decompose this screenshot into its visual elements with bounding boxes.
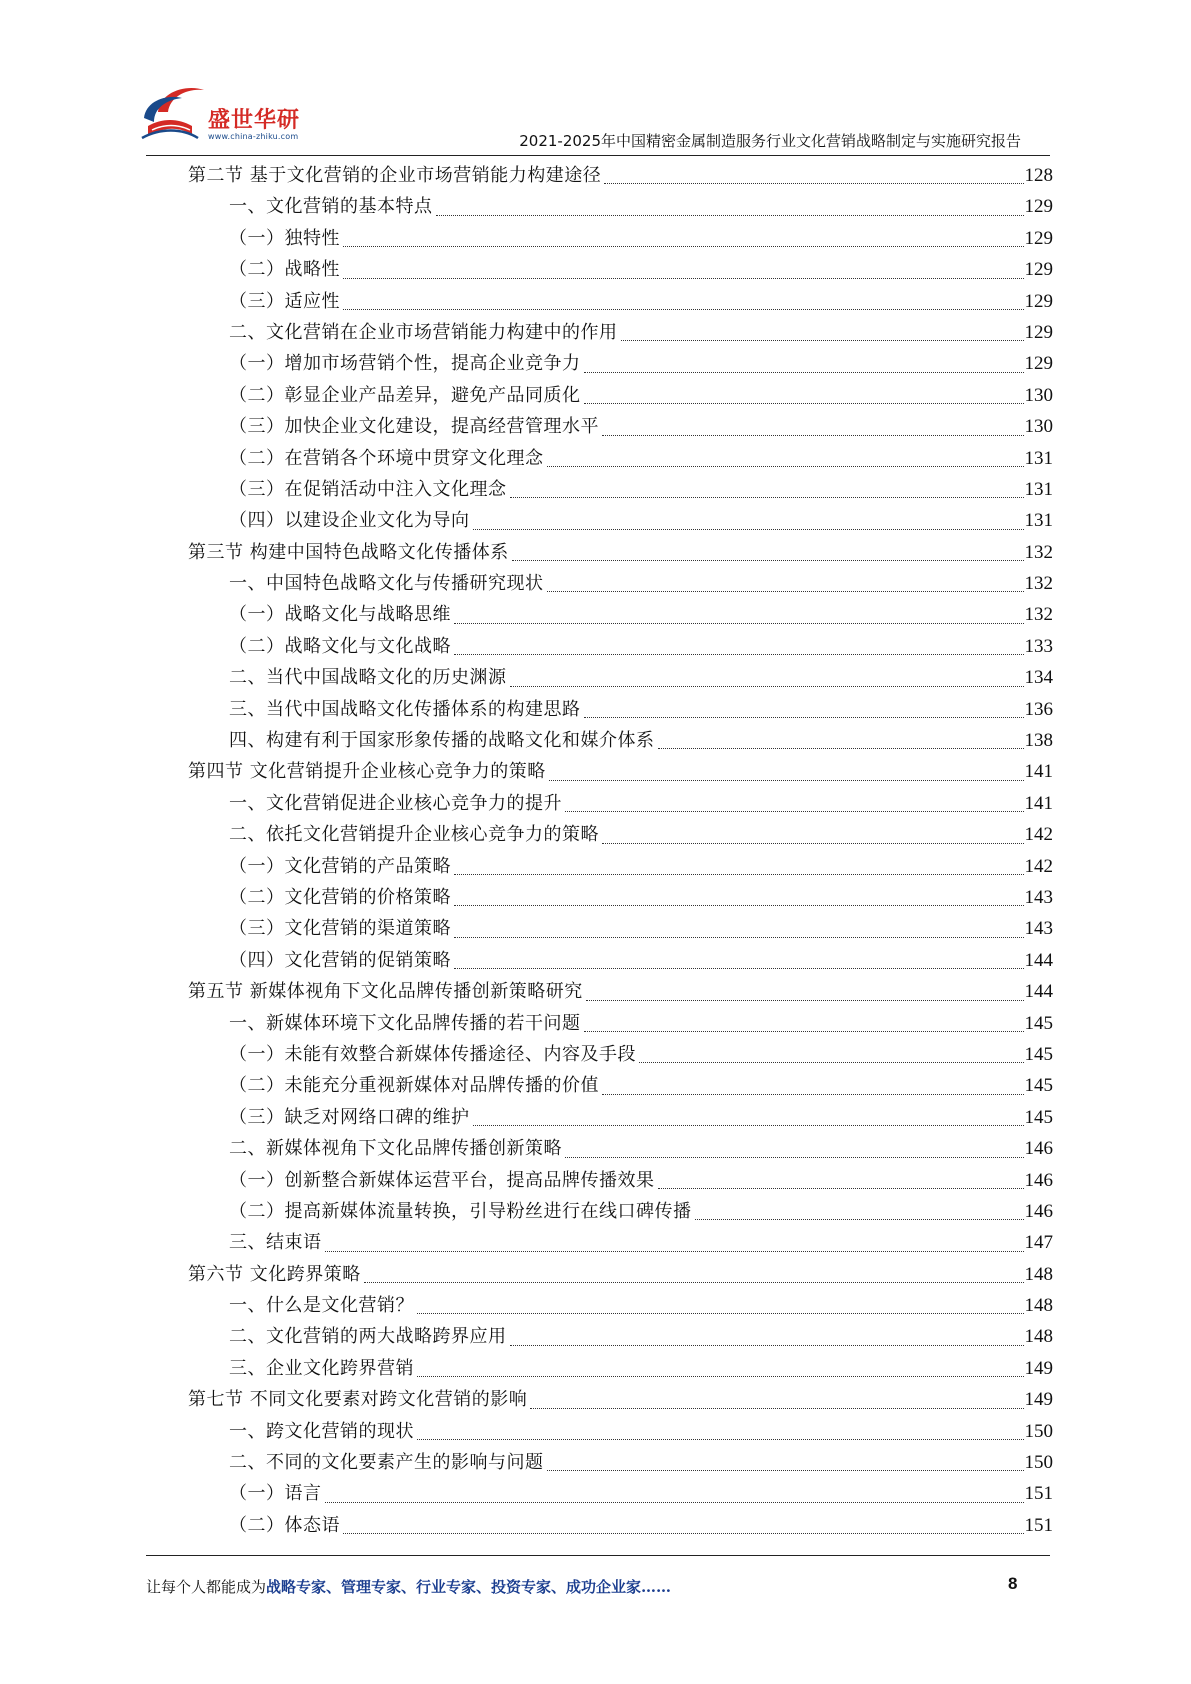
toc-entry[interactable] bbox=[188, 599, 1053, 630]
toc-entry-label: （一）增加市场营销个性，提高企业竞争力 bbox=[229, 353, 581, 375]
toc-entry-label: 二、新媒体视角下文化品牌传播创新策略 bbox=[229, 1138, 562, 1160]
toc-entry-label: 二、依托文化营销提升企业核心竞争力的策略 bbox=[229, 824, 599, 846]
footer-slogan-prefix: 让每个人都能成为 bbox=[146, 1578, 267, 1596]
toc-entry-label: （二）战略性 bbox=[229, 259, 340, 281]
toc-entry-label: （三）加快企业文化建设，提高经营管理水平 bbox=[229, 416, 599, 438]
toc-entry[interactable] bbox=[188, 317, 1053, 348]
toc-entry[interactable] bbox=[188, 411, 1053, 442]
toc-entry[interactable] bbox=[188, 851, 1053, 882]
toc-entry[interactable] bbox=[188, 1290, 1053, 1321]
toc-dot-leader bbox=[364, 1282, 1024, 1283]
toc-entry[interactable] bbox=[188, 1353, 1053, 1384]
toc-entry[interactable] bbox=[188, 945, 1053, 976]
toc-entry-label: （二）体态语 bbox=[229, 1514, 340, 1536]
toc-entry[interactable] bbox=[188, 1447, 1053, 1478]
toc-entry[interactable] bbox=[188, 819, 1053, 850]
toc-entry[interactable] bbox=[188, 756, 1053, 787]
toc-entry-page: 148 bbox=[1024, 1295, 1053, 1317]
toc-dot-leader bbox=[602, 843, 1024, 844]
toc-entry-page: 129 bbox=[1024, 321, 1053, 343]
toc-dot-leader bbox=[604, 183, 1023, 184]
toc-entry[interactable] bbox=[188, 1227, 1053, 1258]
toc-entry-page: 136 bbox=[1024, 698, 1053, 720]
toc-entry-label: （四）以建设企业文化为导向 bbox=[229, 510, 470, 532]
toc-entry-label: （一）语言 bbox=[229, 1483, 322, 1505]
toc-dot-leader bbox=[343, 309, 1024, 310]
toc-entry[interactable] bbox=[188, 694, 1053, 725]
toc-entry-label: 三、当代中国战略文化传播体系的构建思路 bbox=[229, 698, 581, 720]
toc-entry[interactable] bbox=[188, 1039, 1053, 1070]
toc-dot-leader bbox=[510, 1345, 1024, 1346]
toc-dot-leader bbox=[565, 1157, 1024, 1158]
toc-entry-page: 145 bbox=[1024, 1043, 1053, 1065]
toc-entry-page: 131 bbox=[1024, 510, 1053, 532]
toc-entry[interactable] bbox=[188, 1259, 1053, 1290]
toc-entry-label: （一）战略文化与战略思维 bbox=[229, 604, 451, 626]
toc-entry-label: （二）未能充分重视新媒体对品牌传播的价值 bbox=[229, 1075, 599, 1097]
toc-entry[interactable] bbox=[188, 505, 1053, 536]
toc-entry[interactable] bbox=[188, 537, 1053, 568]
toc-entry[interactable] bbox=[188, 348, 1053, 379]
toc-entry-label: 第六节 文化跨界策略 bbox=[188, 1263, 361, 1285]
toc-entry-page: 129 bbox=[1024, 259, 1053, 281]
toc-entry-page: 130 bbox=[1024, 416, 1053, 438]
toc-entry[interactable] bbox=[188, 160, 1053, 191]
toc-entry-label: 二、文化营销在企业市场营销能力构建中的作用 bbox=[229, 321, 618, 343]
toc-entry[interactable] bbox=[188, 1165, 1053, 1196]
toc-entry-label: （三）缺乏对网络口碑的维护 bbox=[229, 1106, 470, 1128]
toc-entry-label: （二）战略文化与文化战略 bbox=[229, 635, 451, 657]
toc-entry[interactable] bbox=[188, 443, 1053, 474]
toc-entry-label: （二）文化营销的价格策略 bbox=[229, 886, 451, 908]
toc-entry[interactable] bbox=[188, 725, 1053, 756]
toc-entry-label: 二、文化营销的两大战略跨界应用 bbox=[229, 1326, 507, 1348]
toc-entry-page: 150 bbox=[1024, 1420, 1053, 1442]
toc-entry-page: 131 bbox=[1024, 447, 1053, 469]
toc-entry[interactable] bbox=[188, 1070, 1053, 1101]
toc-dot-leader bbox=[454, 874, 1024, 875]
toc-dot-leader bbox=[584, 403, 1024, 404]
toc-entry-page: 132 bbox=[1024, 604, 1053, 626]
toc-dot-leader bbox=[530, 1408, 1023, 1409]
toc-dot-leader bbox=[584, 717, 1024, 718]
toc-entry[interactable] bbox=[188, 1478, 1053, 1509]
toc-entry[interactable] bbox=[188, 191, 1053, 222]
toc-entry-label: （二）提高新媒体流量转换，引导粉丝进行在线口碑传播 bbox=[229, 1200, 692, 1222]
toc-entry[interactable] bbox=[188, 380, 1053, 411]
toc-entry-page: 145 bbox=[1024, 1106, 1053, 1128]
toc-entry[interactable] bbox=[188, 1102, 1053, 1133]
toc-dot-leader bbox=[639, 1062, 1024, 1063]
report-title: 2021-2025年中国精密金属制造服务行业文化营销战略制定与实施研究报告 bbox=[519, 132, 1021, 150]
toc-entry-label: （一）独特性 bbox=[229, 227, 340, 249]
toc-entry-label: （二）彰显企业产品差异，避免产品同质化 bbox=[229, 384, 581, 406]
toc-entry-label: （一）文化营销的产品策略 bbox=[229, 855, 451, 877]
toc-entry-page: 132 bbox=[1024, 573, 1053, 595]
toc-entry[interactable] bbox=[188, 223, 1053, 254]
toc-entry-label: （四）文化营销的促销策略 bbox=[229, 949, 451, 971]
toc-entry-label: 二、当代中国战略文化的历史渊源 bbox=[229, 667, 507, 689]
toc-entry-page: 144 bbox=[1024, 949, 1053, 971]
toc-dot-leader bbox=[473, 1125, 1024, 1126]
toc-entry-page: 129 bbox=[1024, 290, 1053, 312]
toc-entry-label: 二、不同的文化要素产生的影响与问题 bbox=[229, 1452, 544, 1474]
toc-entry-page: 142 bbox=[1024, 824, 1053, 846]
toc-entry[interactable] bbox=[188, 286, 1053, 317]
toc-dot-leader bbox=[621, 340, 1024, 341]
toc-dot-leader bbox=[658, 748, 1024, 749]
page-header bbox=[0, 0, 1191, 150]
toc-entry-page: 129 bbox=[1024, 353, 1053, 375]
toc-entry-page: 146 bbox=[1024, 1138, 1053, 1160]
toc-entry-page: 148 bbox=[1024, 1263, 1053, 1285]
toc-entry-label: 第二节 基于文化营销的企业市场营销能力构建途径 bbox=[188, 165, 602, 186]
toc-dot-leader bbox=[584, 372, 1024, 373]
toc-entry-label: 三、企业文化跨界营销 bbox=[229, 1357, 414, 1379]
toc-dot-leader bbox=[565, 811, 1024, 812]
toc-entry[interactable] bbox=[188, 976, 1053, 1007]
toc-entry[interactable] bbox=[188, 788, 1053, 819]
toc-entry-page: 143 bbox=[1024, 918, 1053, 940]
toc-entry[interactable] bbox=[188, 662, 1053, 693]
toc-dot-leader bbox=[343, 1533, 1024, 1534]
toc-dot-leader bbox=[454, 654, 1024, 655]
toc-entry-page: 150 bbox=[1024, 1452, 1053, 1474]
toc-entry-label: （三）适应性 bbox=[229, 290, 340, 312]
toc-dot-leader bbox=[343, 246, 1024, 247]
toc-entry-page: 131 bbox=[1024, 478, 1053, 500]
toc-entry-label: 一、文化营销的基本特点 bbox=[229, 196, 433, 218]
toc-dot-leader bbox=[510, 686, 1024, 687]
header-divider bbox=[146, 155, 1050, 156]
toc-dot-leader bbox=[547, 591, 1024, 592]
toc-dot-leader bbox=[325, 1502, 1024, 1503]
toc-entry-label: 一、文化营销促进企业核心竞争力的提升 bbox=[229, 792, 562, 814]
toc-entry-page: 151 bbox=[1024, 1483, 1053, 1505]
page-number: 8 bbox=[1008, 1574, 1018, 1593]
toc-dot-leader bbox=[549, 780, 1024, 781]
toc-entry-label: （一）创新整合新媒体运营平台，提高品牌传播效果 bbox=[229, 1169, 655, 1191]
toc-dot-leader bbox=[454, 968, 1024, 969]
toc-entry-page: 145 bbox=[1024, 1012, 1053, 1034]
toc-entry-page: 142 bbox=[1024, 855, 1053, 877]
toc-entry[interactable] bbox=[188, 882, 1053, 913]
toc-entry-label: （二）在营销各个环境中贯穿文化理念 bbox=[229, 447, 544, 469]
toc-entry-page: 149 bbox=[1024, 1357, 1053, 1379]
footer-divider bbox=[146, 1555, 1050, 1556]
toc-entry-label: 第七节 不同文化要素对跨文化营销的影响 bbox=[188, 1389, 528, 1411]
toc-dot-leader bbox=[473, 529, 1024, 530]
table-of-contents bbox=[188, 160, 1053, 1541]
toc-entry[interactable] bbox=[188, 1321, 1053, 1352]
toc-dot-leader bbox=[436, 215, 1024, 216]
toc-dot-leader bbox=[417, 1439, 1024, 1440]
toc-entry-page: 146 bbox=[1024, 1200, 1053, 1222]
toc-entry-label: 第三节 构建中国特色战略文化传播体系 bbox=[188, 541, 509, 563]
toc-dot-leader bbox=[602, 1094, 1024, 1095]
toc-entry[interactable] bbox=[188, 568, 1053, 599]
toc-entry-label: 四、构建有利于国家形象传播的战略文化和媒介体系 bbox=[229, 730, 655, 752]
toc-entry-page: 130 bbox=[1024, 384, 1053, 406]
toc-dot-leader bbox=[547, 466, 1024, 467]
toc-entry[interactable] bbox=[188, 631, 1053, 662]
toc-entry-label: （一）未能有效整合新媒体传播途径、内容及手段 bbox=[229, 1043, 636, 1065]
toc-entry-label: 一、中国特色战略文化与传播研究现状 bbox=[229, 573, 544, 595]
toc-entry-label: （三）文化营销的渠道策略 bbox=[229, 918, 451, 940]
toc-entry-label: 三、结束语 bbox=[229, 1232, 322, 1254]
toc-entry[interactable] bbox=[188, 1384, 1053, 1415]
toc-dot-leader bbox=[454, 905, 1024, 906]
toc-entry-label: 第五节 新媒体视角下文化品牌传播创新策略研究 bbox=[188, 981, 583, 1003]
toc-entry[interactable] bbox=[188, 913, 1053, 944]
toc-entry-page: 141 bbox=[1024, 761, 1053, 783]
toc-entry-page: 129 bbox=[1024, 227, 1053, 249]
toc-dot-leader bbox=[510, 497, 1024, 498]
toc-entry[interactable] bbox=[188, 1510, 1053, 1541]
footer-slogan bbox=[146, 1576, 671, 1597]
toc-entry-page: 128 bbox=[1024, 165, 1053, 186]
toc-dot-leader bbox=[417, 1313, 1024, 1314]
toc-dot-leader bbox=[512, 560, 1024, 561]
toc-entry-label: 一、新媒体环境下文化品牌传播的若干问题 bbox=[229, 1012, 581, 1034]
toc-entry-page: 138 bbox=[1024, 730, 1053, 752]
toc-entry[interactable] bbox=[188, 1416, 1053, 1447]
toc-entry-page: 129 bbox=[1024, 196, 1053, 218]
toc-entry-page: 133 bbox=[1024, 635, 1053, 657]
toc-dot-leader bbox=[343, 278, 1024, 279]
toc-dot-leader bbox=[454, 623, 1024, 624]
toc-dot-leader bbox=[695, 1219, 1024, 1220]
toc-entry-page: 148 bbox=[1024, 1326, 1053, 1348]
toc-entry-label: 第四节 文化营销提升企业核心竞争力的策略 bbox=[188, 761, 546, 783]
toc-entry-page: 147 bbox=[1024, 1232, 1053, 1254]
toc-dot-leader bbox=[658, 1188, 1024, 1189]
toc-entry-page: 151 bbox=[1024, 1514, 1053, 1536]
toc-entry[interactable] bbox=[188, 1196, 1053, 1227]
toc-entry[interactable] bbox=[188, 1008, 1053, 1039]
toc-dot-leader bbox=[547, 1470, 1024, 1471]
toc-entry-page: 146 bbox=[1024, 1169, 1053, 1191]
toc-dot-leader bbox=[584, 1031, 1024, 1032]
toc-entry-page: 132 bbox=[1024, 541, 1053, 563]
logo-url: www.china-zhiku.com bbox=[208, 132, 299, 141]
toc-dot-leader bbox=[325, 1251, 1024, 1252]
logo-name: 盛世华研 bbox=[208, 108, 301, 133]
toc-dot-leader bbox=[586, 1000, 1024, 1001]
toc-entry[interactable] bbox=[188, 1133, 1053, 1164]
toc-entry-page: 145 bbox=[1024, 1075, 1053, 1097]
toc-entry-page: 134 bbox=[1024, 667, 1053, 689]
toc-entry-page: 144 bbox=[1024, 981, 1053, 1003]
footer-slogan-highlight: 战略专家、管理专家、行业专家、投资专家、成功企业家…… bbox=[266, 1578, 672, 1596]
toc-dot-leader bbox=[602, 435, 1024, 436]
toc-entry-label: 一、什么是文化营销？ bbox=[229, 1295, 414, 1317]
toc-dot-leader bbox=[454, 937, 1024, 938]
toc-dot-leader bbox=[417, 1376, 1024, 1377]
toc-entry-label: （三）在促销活动中注入文化理念 bbox=[229, 478, 507, 500]
toc-entry-label: 一、跨文化营销的现状 bbox=[229, 1420, 414, 1442]
toc-entry-page: 149 bbox=[1024, 1389, 1053, 1411]
toc-entry-page: 141 bbox=[1024, 792, 1053, 814]
toc-entry[interactable] bbox=[188, 474, 1053, 505]
toc-entry-page: 143 bbox=[1024, 886, 1053, 908]
toc-entry[interactable] bbox=[188, 254, 1053, 285]
